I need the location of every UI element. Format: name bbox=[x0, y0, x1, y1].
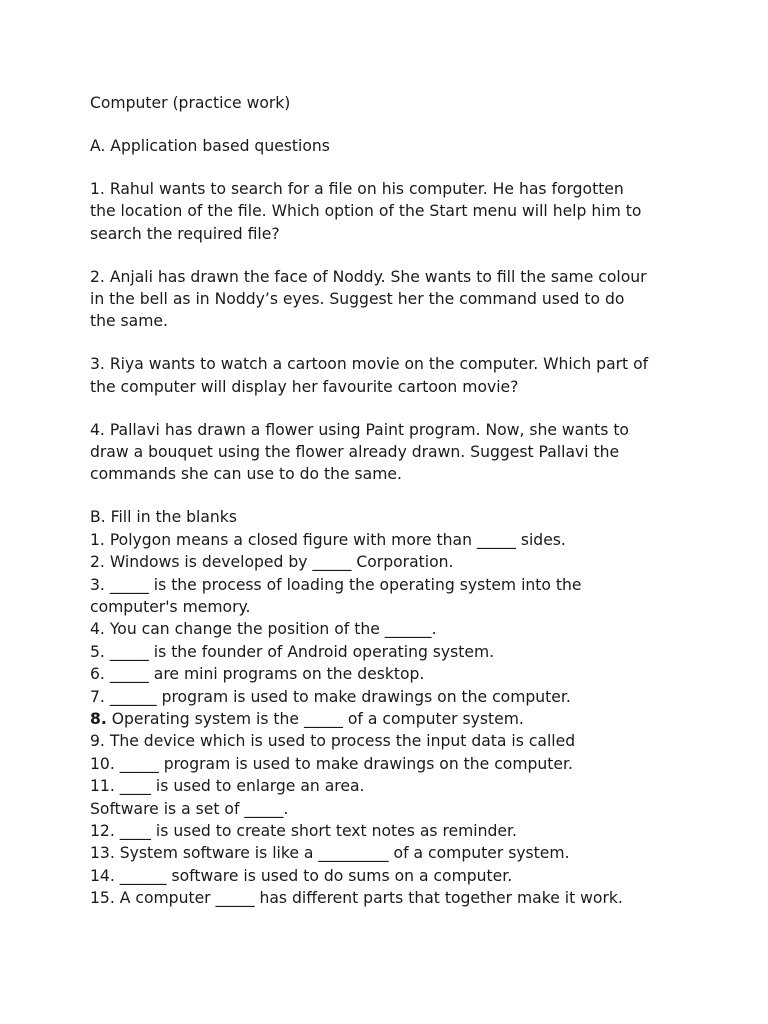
spacer bbox=[90, 333, 690, 354]
blank-item: 6. _____ are mini programs on the desktop. bbox=[90, 665, 425, 684]
question-line: the computer will display her favourite cartoon movie? bbox=[90, 377, 519, 396]
blank-item: 13. System software is like a _________ of a computer system. bbox=[90, 844, 570, 863]
question-line: in the bell as in Noddy’s eyes. Suggest her the command used to do bbox=[90, 289, 625, 308]
question-line: the same. bbox=[90, 312, 168, 331]
question-line: search the required file? bbox=[90, 224, 280, 243]
blank-item: 15. A computer _____ has different parts that together make it work. bbox=[90, 889, 623, 908]
section-a-heading: A. Application based questions bbox=[90, 136, 330, 155]
blank-item: 11. ____ is used to enlarge an area. bbox=[90, 777, 365, 796]
spacer bbox=[90, 114, 690, 135]
question-line: draw a bouquet using the flower already drawn. Suggest Pallavi the bbox=[90, 442, 620, 461]
question-a4 bbox=[90, 419, 690, 486]
blank-item: 12. ____ is used to create short text notes as reminder. bbox=[90, 821, 517, 840]
blank-item: 1. Polygon means a closed figure with more than _____ sides. bbox=[90, 530, 566, 549]
question-line: 1. Rahul wants to search for a file on his computer. He has forgotten bbox=[90, 179, 624, 198]
section-b-heading: B. Fill in the blanks bbox=[90, 508, 237, 527]
question-line: 3. Riya wants to watch a cartoon movie on the computer. Which part of bbox=[90, 355, 649, 374]
question-line: 4. Pallavi has drawn a flower using Paint program. Now, she wants to bbox=[90, 420, 629, 439]
spacer bbox=[90, 398, 690, 419]
blank-item-8 bbox=[90, 708, 690, 730]
blank-item: 9. The device which is used to process the input data is called bbox=[90, 732, 576, 751]
fill-in-blanks-list bbox=[90, 529, 690, 910]
blank-item: 3. _____ is the process of loading the operating system into the bbox=[90, 575, 582, 594]
item-number-bold: 8. bbox=[90, 709, 107, 728]
document-page bbox=[90, 92, 690, 910]
blank-item: 10. _____ program is used to make drawings on the computer. bbox=[90, 754, 573, 773]
question-line: commands she can use to do the same. bbox=[90, 465, 402, 484]
spacer bbox=[90, 245, 690, 266]
spacer bbox=[90, 486, 690, 507]
blank-item: Software is a set of _____. bbox=[90, 799, 289, 818]
blank-item: 7. ______ program is used to make drawings on the computer. bbox=[90, 687, 571, 706]
item-text: Operating system is the _____ of a computer system. bbox=[106, 709, 524, 728]
question-line: 2. Anjali has drawn the face of Noddy. She wants to fill the same colour bbox=[90, 267, 647, 286]
blank-item: 14. ______ software is used to do sums on a computer. bbox=[90, 866, 513, 885]
document-title: Computer (practice work) bbox=[90, 94, 291, 112]
blank-item: 4. You can change the position of the ______. bbox=[90, 620, 437, 639]
question-a2 bbox=[90, 266, 690, 333]
question-line: the location of the file. Which option of the Start menu will help him to bbox=[90, 202, 642, 221]
blank-item: computer's memory. bbox=[90, 597, 251, 616]
blank-item: 5. _____ is the founder of Android operating system. bbox=[90, 642, 495, 661]
question-a3 bbox=[90, 353, 690, 398]
question-a1 bbox=[90, 178, 690, 245]
blank-item: 2. Windows is developed by _____ Corporation. bbox=[90, 553, 454, 572]
spacer bbox=[90, 157, 690, 178]
